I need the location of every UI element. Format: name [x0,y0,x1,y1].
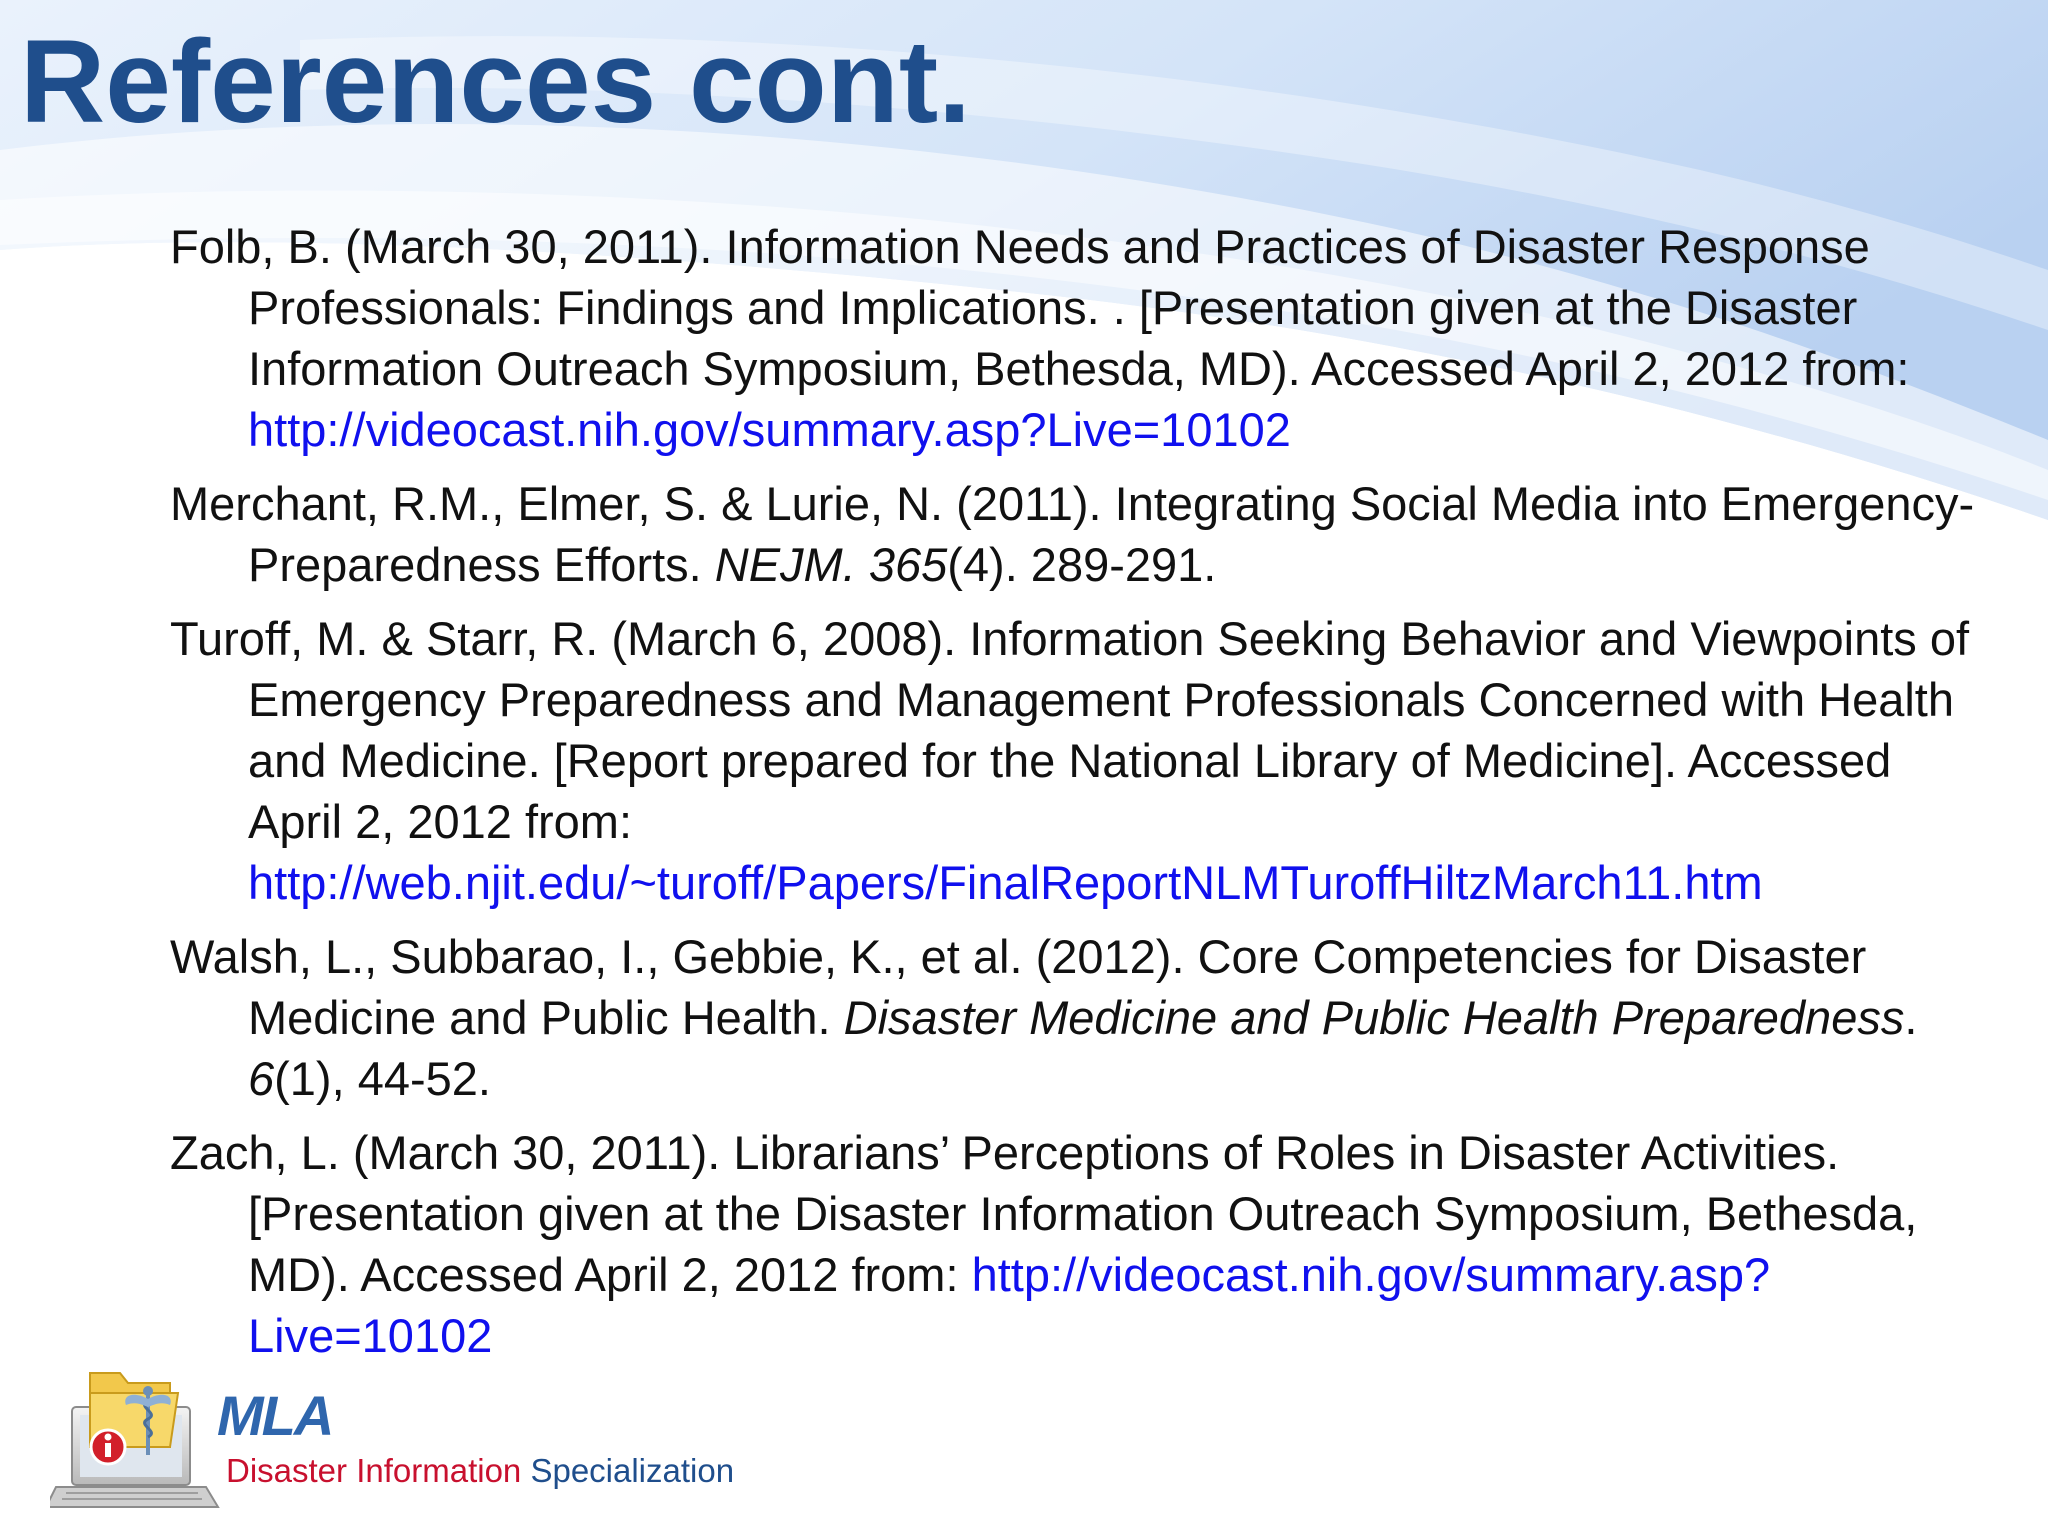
reference-text: Zach, L. (March 30, 2011). Librarians’ Perceptions of Roles in Disaster Activities. [Presentation given at the Disaster Information Outreach Symposium, Bethesda, MD). Accessed April 2, 2012 from: [170,1126,1918,1301]
journal-title: NEJM. 365 [714,538,948,591]
reference-text: Turoff, M. & Starr, R. (March 6, 2008). Information Seeking Behavior and Viewpoints of Emergency Preparedness and Management Professionals Concerned with Health and Medicine. [Report prepared for the National Library of Medicine]. Accessed April 2, 2012 from: [170,612,1970,848]
reference-item [170,926,1990,1109]
reference-pages: (1), 44-52. [274,1052,491,1105]
reference-text: Walsh, L., Subbarao, I., Gebbie, K., et al. (2012). Core Competencies for Disaster Medicine and Public Health. [170,930,1867,1044]
reference-link[interactable]: http://web.njit.edu/~turoff/Papers/FinalReportNLMTuroffHiltzMarch11.htm [248,856,1763,909]
reference-item [170,608,1990,913]
journal-volume: 6 [248,1052,275,1105]
mla-disaster-logo [50,1355,750,1515]
laptop-folder-icon [50,1355,220,1515]
reference-item [170,1122,1990,1366]
journal-title: Disaster Medicine and Public Health Preparedness [843,991,1905,1044]
reference-item [170,216,1990,460]
reference-item [170,473,1990,595]
reference-separator: . [1904,991,1918,1044]
program-name-part1: Disaster Information [226,1452,522,1489]
reference-link[interactable]: http://videocast.nih.gov/summary.asp?Live=10102 [248,1248,1771,1362]
reference-text: Merchant, R.M., Elmer, S. & Lurie, N. (2011). Integrating Social Media into Emergency-Preparedness Efforts. [170,477,1975,591]
reference-list [170,216,1990,1379]
reference-pages: (4). 289-291. [947,538,1217,591]
reference-text: Folb, B. (March 30, 2011). Information Needs and Practices of Disaster Response Professionals: Findings and Implications. . [Presentation given at the Disaster Information Outreach Symposium, Bethesda, MD). Accessed April 2, 2012 from: [170,220,1910,395]
mla-logo-text: MLA [217,1385,333,1445]
program-name [226,1451,734,1491]
reference-link[interactable]: http://videocast.nih.gov/summary.asp?Live=10102 [248,403,1291,456]
slide-title: References cont. [20,16,971,148]
program-name-part2: Specialization [521,1452,735,1489]
mla-logo [213,1385,393,1445]
